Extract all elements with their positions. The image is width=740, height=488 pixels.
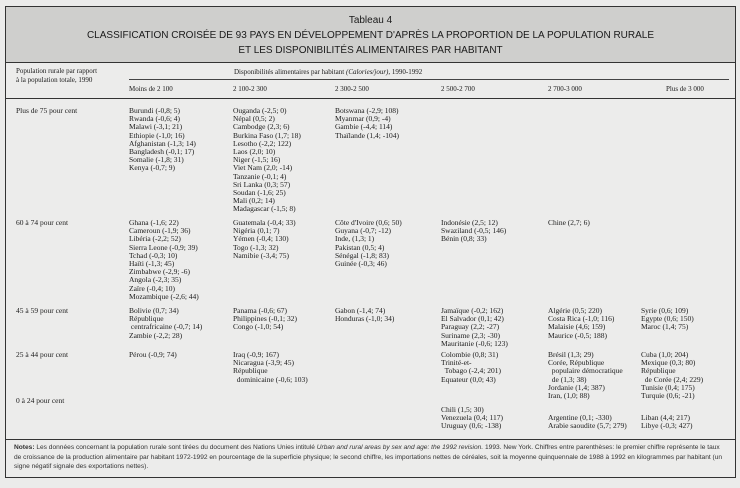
row-label: 60 à 74 pour cent [16, 218, 69, 227]
country-entry: Nigéria (0,1; 7) [233, 226, 280, 236]
country-entry: Botswana (-2,9; 108) [335, 106, 399, 115]
country-entry: République dominicaine (-0,6; 103) [233, 366, 308, 384]
country-entry: Angola (-2,3; 35) [129, 275, 182, 285]
country-entry: Trinité-et- Tobago (-2,4; 201) [441, 358, 501, 376]
table-cell [233, 107, 301, 214]
country-entry: Cambodge (2,3; 6) [233, 122, 290, 132]
table-frame [5, 6, 736, 478]
country-entry: Libye (-0,3; 427) [641, 421, 693, 431]
table-cell [233, 351, 308, 384]
country-entry: Thaïlande (1,4; -104) [335, 130, 399, 140]
country-entry: République de Corée (2,4; 229) [641, 366, 704, 384]
country-entry: Algérie (0,5; 220) [548, 306, 602, 315]
table-cell [129, 351, 177, 359]
country-entry: Rwanda (-0,6; 4) [129, 114, 181, 124]
country-entry: Chili (1,5; 30) [441, 405, 484, 414]
country-entry: Pakistan (0,5; 4) [335, 242, 385, 252]
group-header-suffix: , 1990-1992 [388, 68, 423, 76]
group-header-unit: (Calories/jour) [345, 68, 389, 76]
country-entry: Niger (-1,5; 16) [233, 155, 281, 165]
country-entry: Equateur (0,0; 43) [441, 374, 496, 384]
country-entry: Ethiopie (-1,0; 16) [129, 130, 185, 140]
table-cell [548, 351, 623, 400]
country-entry: Pérou (-0,9; 74) [129, 350, 177, 359]
country-entry: Namibie (-3,4; 75) [233, 250, 290, 260]
table-cell [441, 406, 503, 431]
country-entry: Mali (0,2; 14) [233, 196, 275, 206]
table-cell [129, 219, 199, 301]
country-entry: Chine (2,7; 6) [548, 218, 590, 227]
table-cell [129, 307, 202, 340]
header-divider [6, 98, 735, 99]
country-entry: Colombie (0,8; 31) [441, 350, 499, 359]
country-entry: Burundi (-0,8; 5) [129, 106, 181, 115]
country-entry: Liban (4,4; 217) [641, 413, 690, 423]
table-cell [548, 406, 627, 431]
country-entry: Lesotho (-2,2; 122) [233, 138, 292, 148]
column-header: 2 700-3 000 [548, 85, 582, 93]
country-entry: Bénin (0,8; 33) [441, 234, 487, 244]
country-entry: Paraguay (2,2; -27) [441, 322, 500, 332]
country-entry: Burkina Faso (1,7; 18) [233, 130, 301, 140]
country-entry: Swaziland (-0,5; 146) [441, 226, 507, 236]
country-entry: Ouganda (-2,5; 0) [233, 106, 287, 115]
country-entry: Panama (-0,6; 67) [233, 306, 287, 315]
table-cell [641, 406, 692, 431]
table-cell [335, 219, 402, 268]
country-entry: Sénégal (-1,8; 83) [335, 250, 389, 260]
column-header: Moins de 2 100 [129, 85, 173, 93]
country-entry: Jamaïque (-0,2; 162) [441, 306, 504, 315]
table-title-line2: ET LES DISPONIBILITÉS ALIMENTAIRES PAR HABITANT [238, 45, 503, 56]
country-entry: Zambie (-2,2; 28) [129, 330, 183, 340]
table-cell [335, 307, 394, 323]
country-entry: Iraq (-0,9; 167) [233, 350, 280, 359]
table-cell [441, 307, 508, 348]
country-entry: Kenya (-0,7; 9) [129, 163, 176, 173]
row-label: 25 à 44 pour cent [16, 350, 69, 359]
country-entry: Mozambique (-2,6; 44) [129, 291, 199, 301]
table-title-line1: CLASSIFICATION CROISÉE DE 93 PAYS EN DÉVELOPPEMENT D'APRÈS LA PROPORTION DE LA POPULATION RURALE [86, 30, 655, 41]
country-entry: Turquie (0,6; -21) [641, 391, 695, 401]
group-header-prefix: Disponibilités alimentaires par habitant [234, 68, 346, 76]
country-entry: Soudan (-1,6; 25) [233, 188, 286, 198]
country-entry: El Salvador (0,1; 42) [441, 314, 504, 324]
country-entry: Guatemala (-0,4; 33) [233, 218, 296, 227]
country-entry: Bolivie (0,7; 34) [129, 306, 179, 315]
table-cell [129, 107, 196, 173]
header-rule [129, 79, 729, 80]
country-entry: Argentine (0,1; -330) [548, 413, 612, 423]
table-cell [441, 351, 501, 384]
country-entry: Brésil (1,3; 29) [548, 350, 594, 359]
country-entry: Viet Nam (2,0; -14) [233, 163, 293, 173]
country-entry: Côte d'Ivoire (0,6; 50) [335, 218, 402, 227]
country-entry: Inde, (1,3; 1) [335, 234, 375, 244]
country-entry: Gambie (-4,4; 114) [335, 122, 393, 132]
country-entry: Yémen (-0,4; 130) [233, 234, 289, 244]
country-entry: Congo (-1,0; 54) [233, 322, 284, 332]
country-entry: Guinée (-0,3; 46) [335, 259, 387, 269]
country-entry: Zimbabwe (-2,9; -6) [129, 267, 191, 277]
country-entry: Libéria (-2,2; 52) [129, 234, 181, 244]
notes-source-title: Urban and rural areas by sex and age: the 1992 revision. [316, 444, 484, 451]
row-label: Plus de 75 pour cent [16, 106, 78, 115]
country-entry: Bangladesh (-0,1; 17) [129, 147, 195, 157]
column-header: Plus de 3 000 [666, 85, 704, 93]
table-cell [233, 307, 297, 332]
column-header: 2 100-2 300 [233, 85, 267, 93]
country-entry: République centrafricaine (-0,7; 14) [129, 314, 203, 332]
country-entry: Mexique (0,3; 80) [641, 358, 696, 368]
notes-text1: Les données concernant la population rurale sont tirées du document des Nations Unies intitulé [34, 444, 317, 451]
table-cell [335, 107, 399, 140]
table-cell [641, 351, 703, 400]
country-entry: Népal (0,5; 2) [233, 114, 275, 124]
country-entry: Philippines (-0,1; 32) [233, 314, 297, 324]
country-entry: Myanmar (0,9; -4) [335, 114, 391, 124]
country-entry: Somalie (-1,8; 31) [129, 155, 184, 165]
country-entry: Cameroun (-1,9; 36) [129, 226, 191, 236]
country-entry: Maroc (1,4; 75) [641, 322, 689, 332]
country-entry: Laos (2,0; 10) [233, 147, 276, 157]
country-entry: Ghana (-1,6; 22) [129, 218, 179, 227]
country-entry: Egypte (0,6; 150) [641, 314, 694, 324]
row-label: 0 à 24 pour cent [16, 396, 65, 405]
country-entry: Zaïre (-0,4; 10) [129, 283, 176, 293]
country-entry: Corée, République populaire démocratique de (1,3; 38) [548, 358, 623, 384]
column-header: 2 300-2 500 [335, 85, 369, 93]
country-entry: Sri Lanka (0,3; 57) [233, 179, 291, 189]
country-entry: Costa Rica (-1,0; 116) [548, 314, 615, 324]
notes-text2: 1993. New York. Chiffres entre parenthèses: le premier chiffre représente le taux de croissance de la production alimentaire par habitant 1972-1992 en pourcentage de la superficie physique; le second chiffre, les importations nettes de céréales, soit la moyenne quinquennale de 1988 à 1992 en kilogrammes par habitant (un signe négatif signale des exportations nettes). [14, 444, 723, 470]
row-label: 45 à 59 pour cent [16, 306, 69, 315]
country-entry: Malawi (-3,1; 21) [129, 122, 183, 132]
notes-label: Notes: [14, 444, 35, 451]
table-cell [641, 307, 694, 332]
country-entry: Tanzanie (-0,1; 4) [233, 171, 287, 181]
country-entry: Maurice (-0,5; 188) [548, 330, 607, 340]
country-entry: Nicaragua (-3,9; 45) [233, 358, 295, 368]
country-entry: Afghanistan (-1,3; 14) [129, 138, 196, 148]
notes-divider [6, 439, 735, 440]
country-entry: Iran, (1,0; 88) [548, 391, 590, 401]
country-entry: Togo (-1,3; 32) [233, 242, 279, 252]
group-header [234, 68, 422, 77]
country-entry: Malaisie (4,6; 159) [548, 322, 606, 332]
country-entry: Arabie saoudite (5,7; 279) [548, 421, 627, 431]
row-header: Population rurale par rapport à la population totale, 1990 [16, 67, 98, 84]
country-entry: Tchad (-0,3; 10) [129, 250, 178, 260]
country-entry: Guyana (-0,7; -12) [335, 226, 392, 236]
table-number: Tableau 4 [348, 15, 393, 26]
country-entry: Uruguay (0,6; -138) [441, 421, 502, 431]
country-entry: Syrie (0,6; 109) [641, 306, 689, 315]
table-cell [548, 307, 614, 340]
country-entry: Jordanie (1,4; 387) [548, 382, 605, 392]
country-entry: Indonésie (2,5; 12) [441, 218, 498, 227]
country-entry: Tunisie (0,4; 175) [641, 382, 695, 392]
country-entry: Honduras (-1,0; 34) [335, 314, 395, 324]
country-entry: Mauritanie (-0,6; 123) [441, 338, 508, 348]
country-entry: Sierra Leone (-0,9; 39) [129, 242, 198, 252]
table-cell [441, 219, 506, 244]
table-cell [548, 219, 590, 227]
country-entry: Cuba (1,0; 204) [641, 350, 689, 359]
country-entry: Haïti (-1,3; 45) [129, 259, 175, 269]
country-entry: Gabon (-1,4; 74) [335, 306, 386, 315]
notes [14, 443, 726, 472]
title-band [6, 7, 735, 63]
table-cell [233, 219, 296, 260]
country-entry: Venezuela (0,4; 117) [441, 413, 503, 423]
country-entry: Suriname (2,3; -30) [441, 330, 500, 340]
country-entry: Madagascar (-1,5; 8) [233, 204, 296, 214]
column-header: 2 500-2 700 [441, 85, 475, 93]
